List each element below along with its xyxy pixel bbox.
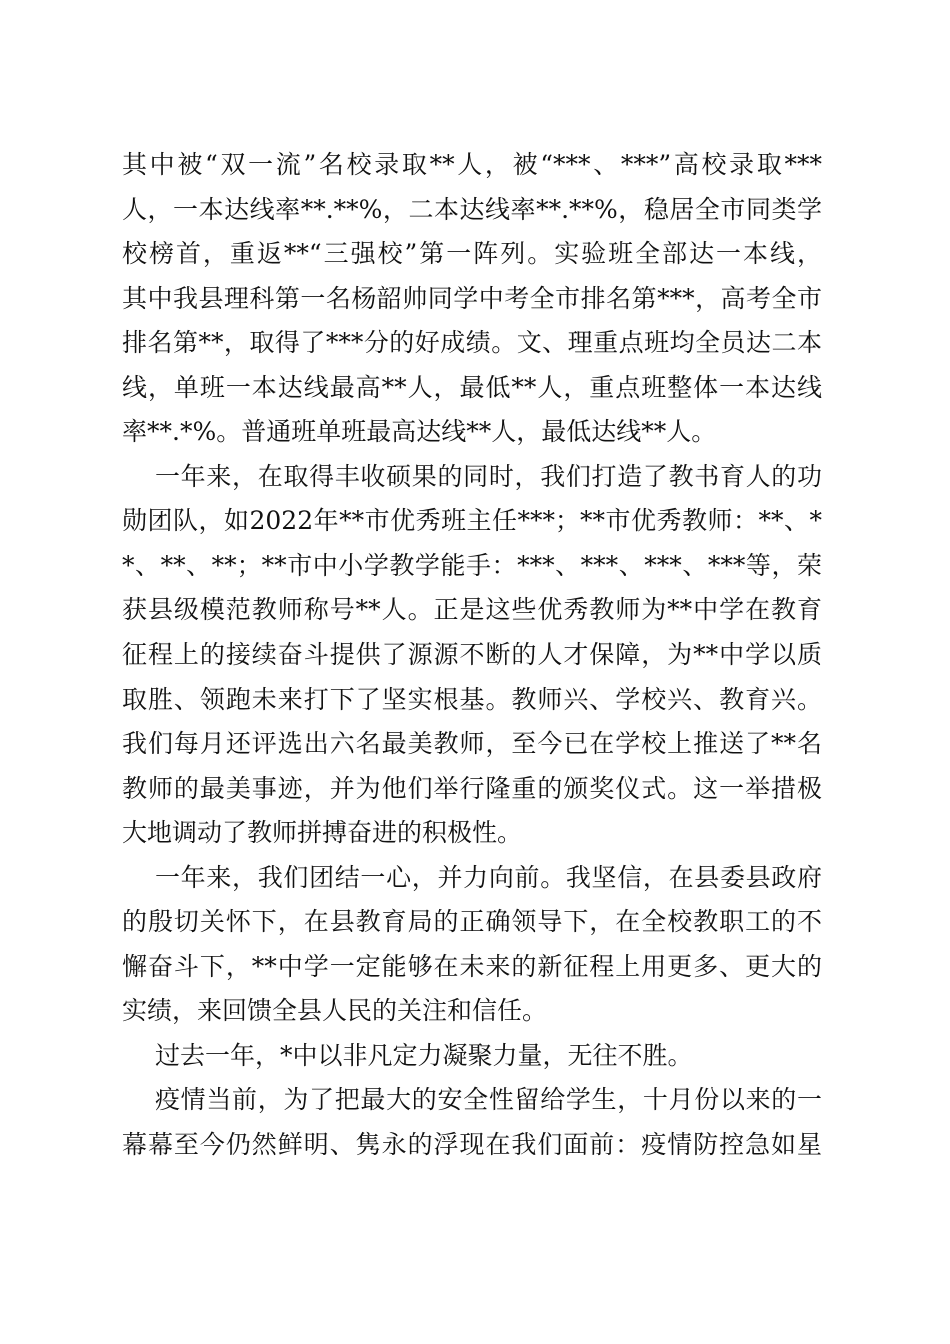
text-line: 征程上的接续奋斗提供了源源不断的人才保障，为**中学以质 — [122, 640, 822, 670]
text-line: 疫情当前，为了把最大的安全性留给学生，十月份以来的一 — [155, 1085, 822, 1115]
paragraph — [122, 856, 822, 1034]
text-line: 懈奋斗下，**中学一定能够在未来的新征程上用更多、更大的 — [122, 951, 822, 981]
paragraph — [122, 1034, 822, 1079]
text-line: 获县级模范教师称号**人。正是这些优秀教师为**中学在教育 — [122, 595, 822, 625]
text-line: 线，单班一本达线最高**人，最低**人，重点班整体一本达线 — [122, 372, 822, 402]
text-line: 大地调动了教师拼搏奋进的积极性。 — [122, 818, 523, 848]
text-line: 教师的最美事迹，并为他们举行隆重的颁奖仪式。这一举措极 — [122, 773, 822, 803]
text-line: 的殷切关怀下，在县教育局的正确领导下，在全校教职工的不 — [122, 907, 822, 937]
text-line: 实绩，来回馈全县人民的关注和信任。 — [122, 996, 548, 1026]
text-line: 取胜、领跑未来打下了坚实根基。教师兴、学校兴、教育兴。 — [122, 684, 822, 714]
text-line: 我们每月还评选出六名最美教师，至今已在学校上推送了**名 — [122, 729, 822, 759]
text-line: 过去一年，*中以非凡定力凝聚力量，无往不胜。 — [155, 1040, 693, 1070]
text-line: 人，一本达线率**.**%，二本达线率**.**%，稳居全市同类学 — [122, 194, 822, 224]
paragraph — [122, 455, 822, 856]
text-line: 勋团队，如2022年**市优秀班主任***；**市优秀教师：**、* — [122, 506, 822, 536]
text-line: 排名第**，取得了***分的好成绩。文、理重点班均全员达二本 — [122, 328, 822, 358]
text-line: 率**.*%。普通班单班最高达线**人，最低达线**人。 — [122, 417, 717, 447]
text-line: *、**、**；**市中小学教学能手：***、***、***、***等，荣 — [122, 550, 822, 580]
text-line: 其中被“双一流”名校录取**人，被“***、***”高校录取*** — [122, 150, 822, 179]
text-line: 幕幕至今仍然鲜明、隽永的浮现在我们面前：疫情防控急如星 — [122, 1130, 822, 1160]
paragraph — [122, 1078, 822, 1167]
text-line: 其中我县理科第一名杨韶帅同学中考全市排名第***，高考全市 — [122, 283, 822, 313]
document-body — [122, 143, 822, 1168]
text-line: 一年来，在取得丰收硕果的同时，我们打造了教书育人的功 — [155, 461, 822, 491]
paragraph — [122, 143, 822, 455]
text-line: 一年来，我们团结一心，并力向前。我坚信，在县委县政府 — [155, 862, 822, 892]
text-line: 校榜首，重返**“三强校”第一阵列。实验班全部达一本线， — [122, 239, 822, 269]
